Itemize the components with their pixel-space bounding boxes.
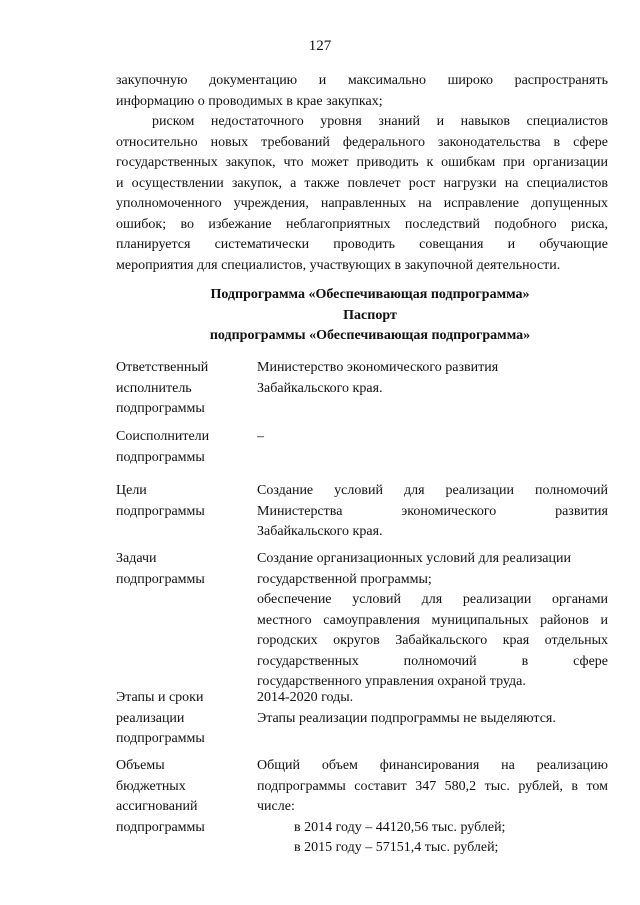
row-label: Ответственный исполнитель подпрограммы (116, 360, 209, 416)
row-label: Этапы и сроки реализации подпрограммы (116, 690, 205, 746)
row-label: Объемы бюджетных ассигнований подпрограммы (116, 758, 205, 835)
intro-line: ошибок; во избежание неблагоприятных последствий подобного риска, (116, 216, 608, 232)
row-label: Задачи подпрограммы (116, 551, 205, 587)
passport-heading: Паспорт (343, 308, 397, 323)
intro-line: мероприятия для специалистов, участвующих в закупочной деятельности. (116, 257, 561, 273)
row-content: Общий объем финансирования на реализацию подпрограммы составит 347 580,2 тыс. рублей, в том числе: в 2014 году – 44120,56 тыс. рублей; в 2015 году – 57151,4 тыс. рублей; (257, 758, 608, 855)
intro-line: планируется систематически проводить совещания и обучающие (116, 237, 608, 252)
intro-line: риском недостаточного уровня знаний и навыков специалистов (152, 114, 608, 129)
passport-of-heading: подпрограммы «Обеспечивающая подпрограмма» (209, 328, 531, 343)
intro-line: государственных закупок, что может приводить к ошибкам при организации (116, 155, 608, 170)
intro-line: относительно новых требований федерального законодательства в сфере (116, 134, 608, 150)
row-content: Создание условий для реализации полномочий Министерства экономического развития Забайкальского края. (257, 483, 608, 539)
intro-line: и осуществлении закупок, а также повлечет рост нагрузки на специалистов (116, 175, 608, 191)
intro-line: закупочную документацию и максимально широко распространять (116, 73, 608, 88)
intro-text (116, 71, 608, 276)
intro-line: информацию о проводимых в крае закупках; (116, 93, 383, 109)
intro-line: уполномоченного учреждения, направленных на исправление допущенных (116, 196, 608, 211)
subprogram-heading: Подпрограмма «Обеспечивающая подпрограмма» (210, 287, 530, 302)
row-content: – (257, 429, 264, 444)
row-label: Соисполнители подпрограммы (116, 429, 210, 465)
row-label: Цели подпрограммы (116, 483, 205, 519)
row-content: Создание организационных условий для реализации государственной программы; обеспечение условий для реализации органами местного самоуправления муниципальных районов и городских округов Забайкальского края отдельных государственных полномочий в сфере государственного управления охраной труда. (257, 551, 608, 689)
row-content: 2014-2020 годы. Этапы реализации подпрограммы не выделяются. (257, 690, 556, 726)
page-number: 127 (308, 38, 332, 54)
row-content: Министерство экономического развития Забайкальского края. (257, 360, 499, 396)
